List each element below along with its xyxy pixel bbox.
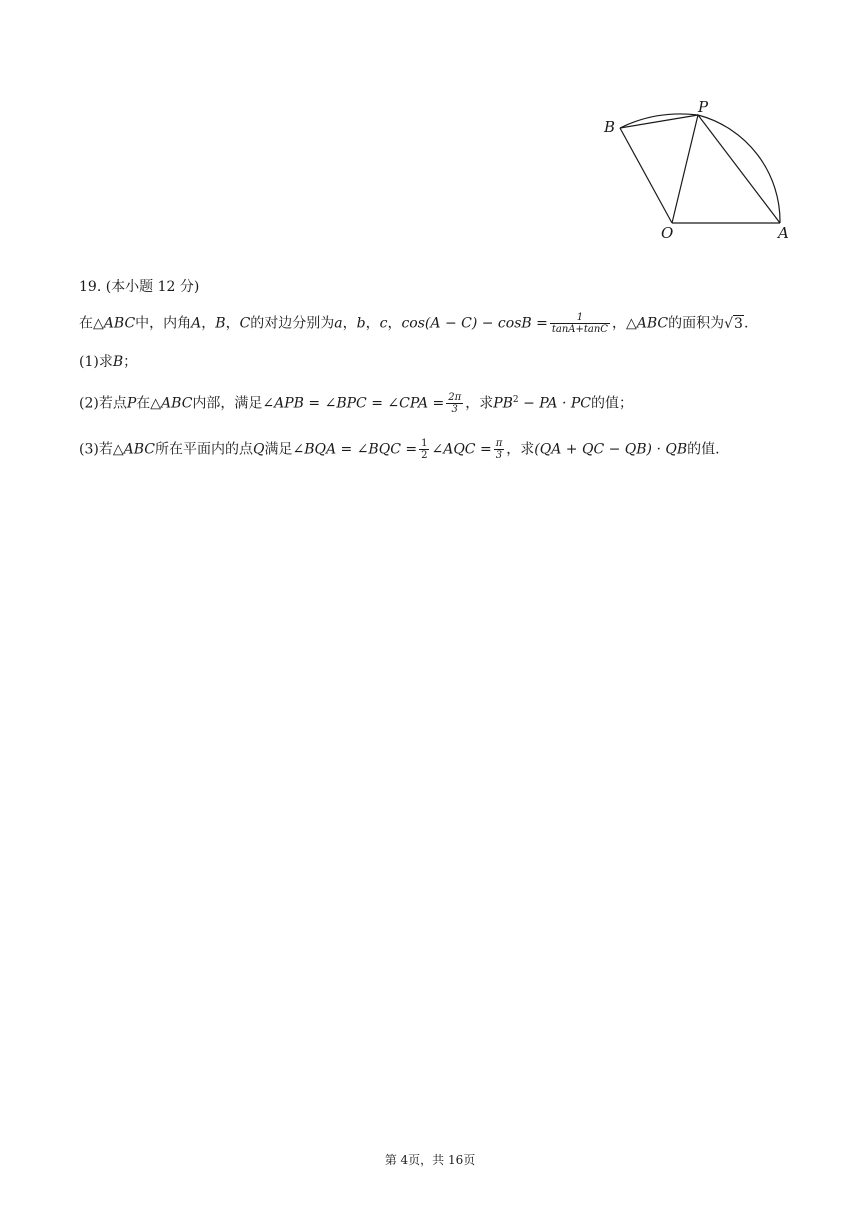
sep: ，: [342, 315, 357, 332]
triangle-name: ABC: [636, 315, 669, 332]
var-C: C: [239, 315, 251, 332]
text: 在△: [136, 395, 162, 412]
segment-BP: [620, 115, 698, 128]
fraction-numerator: 2π: [448, 392, 462, 403]
text: 的面积为: [668, 315, 725, 332]
text: ，求: [506, 441, 535, 458]
geometry-figure: [596, 98, 796, 243]
text: (3)若△: [79, 441, 124, 458]
text: ；: [123, 354, 138, 370]
label-P: P: [698, 98, 709, 116]
problem-heading: 19. (本小题 12 分): [79, 279, 200, 295]
text: (2)若点: [79, 395, 127, 412]
sep: ，: [201, 315, 216, 332]
fraction: [446, 392, 463, 415]
var-c: c: [379, 315, 388, 332]
var-Q: Q: [252, 441, 265, 458]
arc-BPA: [620, 114, 780, 223]
triangle-name: ABC: [103, 315, 136, 332]
segment-OP: [672, 115, 698, 223]
fraction: [494, 438, 505, 461]
expression: PB: [493, 395, 513, 412]
label-B: B: [604, 118, 616, 136]
angle-equation: ∠AQC =: [431, 441, 492, 458]
part-2: [79, 392, 633, 415]
fraction-numerator: 1: [550, 312, 610, 324]
fraction-numerator: π: [495, 438, 503, 449]
fraction-denominator: 2: [421, 450, 428, 461]
sep: ，: [387, 315, 402, 332]
text: 的值；: [591, 395, 634, 412]
text: ，求: [465, 395, 494, 412]
expression: (QA + QC − QB) · QB: [534, 441, 688, 458]
label-A: A: [778, 224, 789, 242]
text: 的对边分别为: [250, 315, 335, 332]
var-B: B: [112, 354, 124, 370]
var-a: a: [334, 315, 343, 332]
angle-equation: ∠BQA = ∠BQC =: [292, 441, 418, 458]
sqrt-radicand: 3: [734, 315, 743, 332]
fraction: [419, 438, 429, 461]
problem-statement: [79, 312, 748, 335]
text: 所在平面内的点: [154, 441, 253, 458]
text: 中，内角: [135, 315, 192, 332]
fraction-denominator: 3: [495, 450, 503, 461]
page-footer: 第 4页，共 16页: [384, 1153, 476, 1167]
text: 满足: [264, 441, 293, 458]
sep: ，: [365, 315, 380, 332]
text: 的值.: [687, 441, 720, 458]
label-O: O: [661, 224, 674, 242]
expression: − PA · PC: [518, 395, 592, 412]
superscript: 2: [512, 394, 519, 405]
equation-left: cos(A − C) − cosB =: [401, 315, 548, 332]
fraction-denominator: tanA+tanC: [551, 324, 608, 335]
part-3: [79, 438, 720, 461]
sqrt-sign: √: [724, 315, 734, 332]
fraction-numerator: 1: [421, 438, 428, 449]
part-label: (1)求: [79, 354, 113, 370]
angle-equation: ∠APB = ∠BPC = ∠CPA =: [262, 395, 445, 412]
text: 在△: [79, 315, 104, 332]
segment-PA: [698, 115, 780, 223]
triangle-name: ABC: [123, 441, 155, 458]
text: 内部，满足: [192, 395, 263, 412]
fraction: [550, 312, 610, 335]
text: ，△: [611, 315, 637, 332]
var-b: b: [356, 315, 366, 332]
var-A: A: [191, 315, 202, 332]
var-B: B: [215, 315, 226, 332]
sep: ，: [225, 315, 240, 332]
fraction-denominator: 3: [451, 404, 458, 415]
figure-svg: [596, 98, 796, 243]
triangle-name: ABC: [161, 395, 193, 412]
var-P: P: [126, 395, 137, 412]
part-1: [79, 352, 137, 372]
segment-BO: [620, 128, 672, 223]
sqrt-expression: [724, 314, 744, 334]
text: .: [743, 315, 749, 332]
